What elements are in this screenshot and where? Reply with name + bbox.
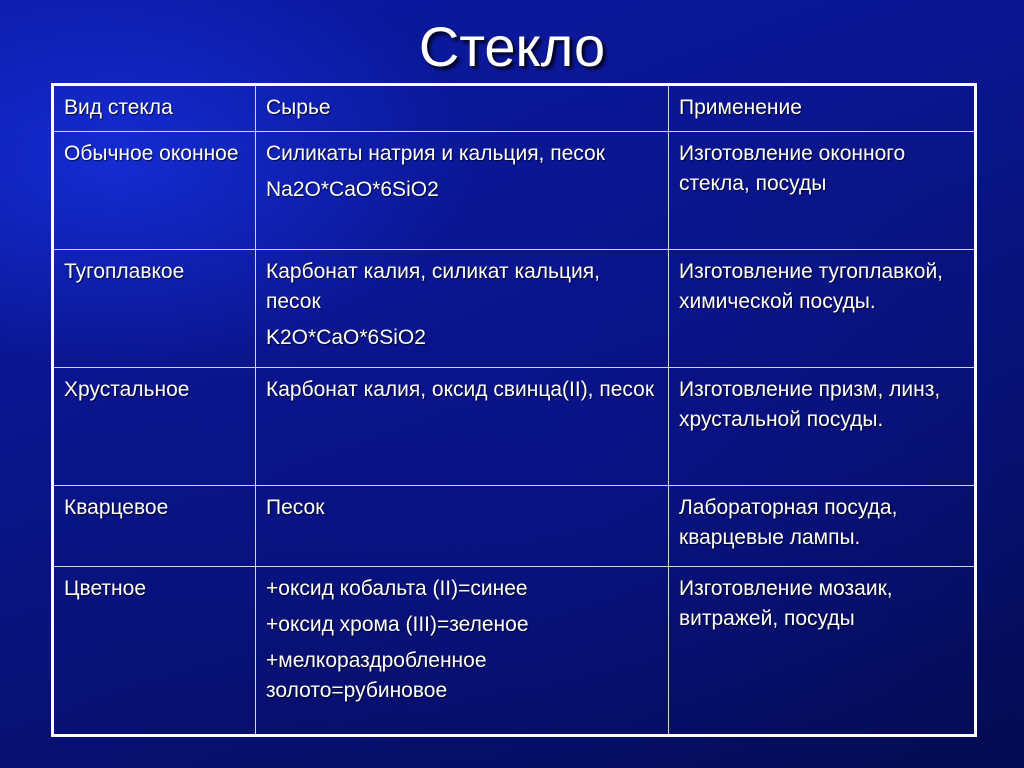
usage-cell: Изготовление оконного стекла, посуды [669, 131, 976, 249]
header-cell-raw: Сырье [256, 85, 669, 132]
raw-cell [256, 566, 669, 735]
table-header-row [53, 85, 976, 132]
raw-cell [256, 485, 669, 566]
raw-line: Песок [266, 495, 325, 519]
raw-formula: K2O*CaO*6SiO2 [266, 325, 426, 349]
type-cell: Обычное оконное [53, 131, 256, 249]
type-cell: Кварцевое [53, 485, 256, 566]
table-row [53, 485, 976, 566]
type-cell: Хрустальное [53, 367, 256, 485]
raw-cell [256, 131, 669, 249]
table-row [53, 249, 976, 367]
raw-cell [256, 367, 669, 485]
raw-line: Карбонат калия, оксид свинца(II), песок [266, 377, 655, 401]
type-cell: Цветное [53, 566, 256, 735]
usage-cell: Изготовление мозаик, витражей, посуды [669, 566, 976, 735]
raw-line: +оксид хрома (III)=зеленое [266, 612, 529, 636]
raw-formula: Na2O*CaO*6SiO2 [266, 177, 439, 201]
usage-cell: Лабораторная посуда, кварцевые лампы. [669, 485, 976, 566]
raw-line: +оксид кобальта (II)=синее [266, 576, 528, 600]
type-cell: Тугоплавкое [53, 249, 256, 367]
raw-cell [256, 249, 669, 367]
raw-line: Карбонат калия, силикат кальция, песок [266, 259, 600, 313]
table-row [53, 367, 976, 485]
slide-title: Стекло [418, 15, 606, 78]
usage-cell: Изготовление тугоплавкой, химической посуды. [669, 249, 976, 367]
glass-types-table [51, 83, 977, 737]
usage-cell: Изготовление призм, линз, хрустальной посуды. [669, 367, 976, 485]
header-cell-usage: Применение [669, 85, 976, 132]
table-row [53, 566, 976, 735]
header-cell-type: Вид стекла [53, 85, 256, 132]
raw-line: Силикаты натрия и кальция, песок [266, 141, 605, 165]
raw-line: +мелкораздробленное золото=рубиновое [266, 648, 487, 702]
table-row [53, 131, 976, 249]
